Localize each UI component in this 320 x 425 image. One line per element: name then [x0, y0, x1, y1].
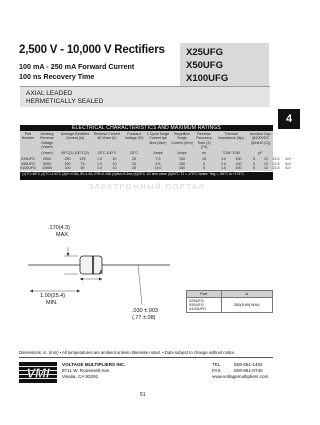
col-header-cj: Junction Cap. @100VDC @1kHZ (Cj) [249, 132, 272, 145]
spec-cell: 100 [179, 161, 185, 166]
description-line-2: HERMETICALLY SEALED [26, 98, 104, 105]
dim-lead-diameter: .030 ±.003 [132, 308, 158, 314]
spec-cell: 7.5 [155, 157, 161, 161]
dim-body-a: A [99, 270, 103, 276]
dim-table-header-a: A [221, 291, 273, 298]
unit-trr: ns [202, 151, 206, 155]
page-title: 2,500 V - 10,000 V Rectifiers [19, 44, 165, 56]
spec-cell: 10000 [42, 166, 52, 170]
dim-lead-diameter-mm: (.77 ±.08) [132, 315, 156, 321]
description-box [20, 86, 270, 107]
spec-cell: 100 [235, 161, 242, 166]
spec-cell: 100 [179, 166, 185, 170]
spec-cell: 5 [253, 157, 255, 161]
unit-vf: 25°C [129, 151, 139, 155]
col-header-ifrm: Repetitive Surge Current (Ifrm) [171, 132, 193, 145]
spec-cell: 100 [235, 166, 242, 170]
spec-cell: 1.0 [97, 166, 102, 170]
spec-cell: 5 [203, 166, 205, 170]
spec-cell-part: X50UFG [21, 161, 35, 166]
dim-diameter: .170(4.3) [48, 225, 71, 231]
spec-cell: 5 [253, 166, 255, 170]
spec-cell: 1.0 [97, 157, 102, 161]
page-number: 51 [140, 392, 146, 398]
vmi-logo [19, 362, 57, 383]
spec-cell: 100 [235, 157, 242, 161]
spec-cell: 6.0 [285, 157, 291, 161]
spec-cell: 2500 [43, 157, 51, 161]
spec-cell: 25 [132, 161, 136, 166]
spec-cell: 75 [80, 161, 85, 166]
tel-number: 559-651-1402 [234, 362, 263, 367]
spec-cell: 12 [264, 157, 268, 161]
dim-table-part: X25UFG [189, 299, 204, 303]
col-header-theta: Thermal Impedance (θjc) [218, 132, 244, 141]
unit-ifsm: Amps [153, 151, 163, 155]
spec-cell: 3.0 [221, 157, 226, 161]
col-header-part: Part Number [21, 132, 35, 141]
spec-cell: 250 [64, 157, 71, 161]
spec-cell: 10 [112, 166, 117, 170]
spec-cell: 21.5 [272, 157, 280, 161]
spec-cell: 2.0 [221, 161, 226, 166]
tel-label: TEL [212, 362, 221, 367]
subtitle-recovery: 100 ns Recovery Time [19, 72, 95, 81]
spec-cell: 5000 [43, 161, 51, 166]
col-header-vrwm: Working Reverse Voltage (Vrwm) [40, 132, 54, 149]
part-number-box [180, 43, 269, 87]
spec-cell: 15 [202, 157, 206, 161]
spec-cell: 6.0 [285, 161, 291, 166]
spec-cell: 150 [179, 157, 185, 161]
unit-vrwm: (Vrwm) [41, 151, 53, 155]
company-city: Visalia, CA 93291 [62, 374, 99, 379]
spec-table [20, 125, 291, 171]
description-line-1: AXIAL LEADED [26, 90, 73, 97]
spec-cell: 25 [132, 166, 136, 170]
part-number-1: X25UFG [186, 47, 223, 58]
col-header-vf: Forward Voltage (Vf) [124, 132, 144, 141]
fax-number: 559-651-0740 [234, 368, 263, 373]
unit-cj: pF [258, 151, 263, 155]
company-street: 8711 W. Roosevelt Ave. [62, 368, 111, 373]
unit-theta: °C/W °C/W [222, 151, 240, 155]
dimension-table [186, 290, 273, 313]
dim-table-part: X100UFG [189, 307, 206, 311]
col-header-trr: Reverse Recovery Time (3) (Trr) [196, 132, 212, 149]
dim-lead-min: MIN. [46, 300, 58, 306]
spec-cell: 150 [64, 161, 71, 166]
spec-cell: 10 [112, 161, 117, 166]
dim-diameter-max: MAX. [56, 232, 70, 238]
spec-cell: 10 [112, 157, 117, 161]
footnote: Dimensions: in. (mm) • All temperatures are ambient unless otherwise noted. • Data subject to change without notice. [19, 350, 236, 355]
spec-cell: 6.0 [285, 166, 291, 170]
dim-table-parts [187, 298, 222, 313]
spec-cell: 5 [203, 161, 205, 166]
section-tab: 4 [278, 109, 300, 129]
spec-notes: (1)TC=55°C (2)TC=100°C (3)IF=0.5A, IR=1.0A, IRR=0.25A (4)Ifsm 8.3ms (5)25°C 1/2 sine wave (6)50°C TJ = 175°C Notes: Tstg = -55°C to +175°C [20, 172, 273, 180]
spec-cell: 21.5 [272, 161, 280, 166]
col-header-io: Average Rectified Current (Io) [60, 132, 90, 141]
spec-cell: 14.0 [154, 166, 162, 170]
part-number-2: X50UFG [186, 60, 223, 71]
fax-label: FAX [212, 368, 221, 373]
dim-table-value: .350(8.89) MAX. [221, 298, 273, 313]
spec-cell: 125 [79, 157, 86, 161]
website[interactable]: www.voltagemultipliers.com [212, 374, 269, 379]
unit-ifrm: Amps [177, 151, 187, 155]
col-header-ifsm: 1 Cycle Surge Current Ipk 8ms (Ifsm) [146, 132, 170, 145]
watermark: ЭЛЕКТРОННЫЙ ПОРТАЛ [88, 182, 205, 191]
dim-lead-length: 1.00(25.4) [40, 293, 66, 299]
footer-rule [19, 357, 273, 358]
svg-text:VMI: VMI [26, 365, 50, 381]
spec-cell: 1.0 [221, 166, 226, 170]
spec-cell: 9.5 [155, 161, 161, 166]
part-number-3: X100UFG [186, 73, 229, 84]
spec-cell: 12 [264, 161, 268, 166]
spec-cell: 5 [253, 161, 255, 166]
spec-cell: 25 [132, 157, 136, 161]
spec-cell: 12 [264, 166, 268, 170]
spec-cell-part: X25UFG [21, 157, 35, 161]
spec-cell-part: X100UFG [20, 166, 36, 170]
col-header-ir: Reverse Current @ Vrwm (Ir) [93, 132, 121, 141]
unit-io: 55°C(1) 100°C(2) [61, 151, 89, 155]
company-name: VOLTAGE MULTIPLIERS INC. [62, 362, 126, 367]
spec-cell: 100 [64, 166, 71, 170]
spec-cell: 50 [80, 166, 85, 170]
dim-table-header-part: Part [187, 291, 222, 298]
unit-ir: 25°C 100°C [97, 151, 117, 155]
subtitle-current: 100 mA - 250 mA Forward Current [19, 62, 135, 71]
dim-table-part: X50UFG [189, 303, 204, 307]
spec-cell: 21.5 [272, 166, 280, 170]
spec-cell: 1.0 [97, 161, 102, 166]
spec-table-title: ELECTRICAL CHARACTERISTICS AND MAXIMUM RATINGS [20, 125, 273, 131]
